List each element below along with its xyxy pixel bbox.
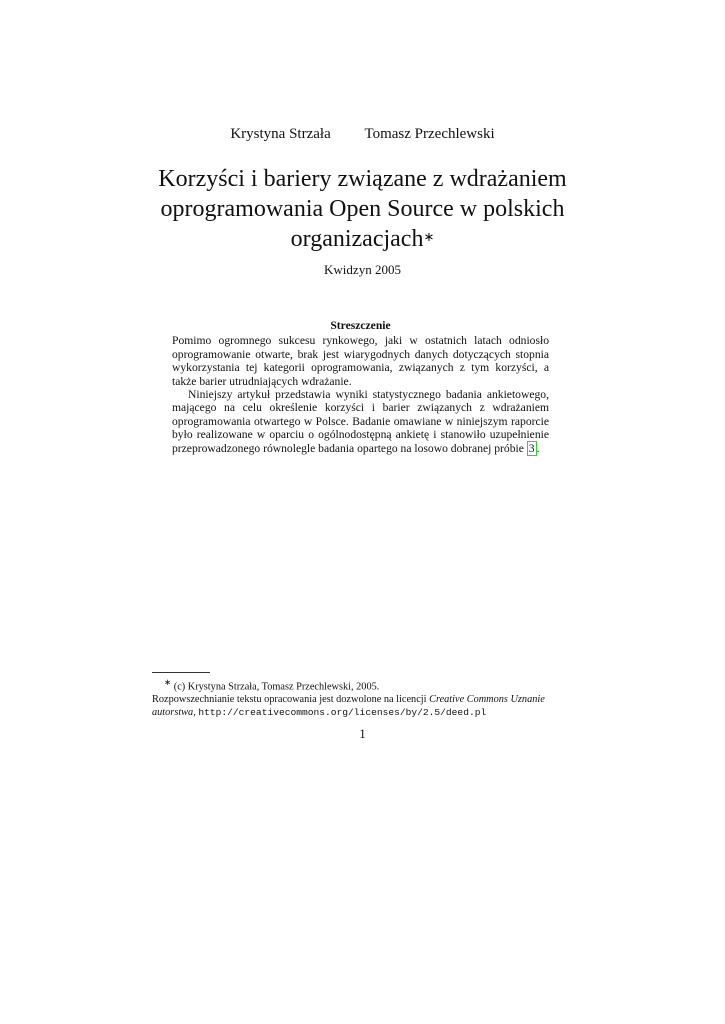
- footnote-mark: ∗: [164, 677, 172, 687]
- abstract-paragraph-2: [172, 388, 549, 455]
- paper-title: [110, 164, 615, 254]
- abstract-paragraph-2-end: .: [536, 441, 540, 455]
- author-1: Krystyna Strzała: [230, 126, 331, 142]
- title-line-3: organizacjach: [290, 226, 424, 252]
- footnote-line-2: [152, 693, 572, 706]
- footnote-copyright: (c) Krystyna Strzała, Tomasz Przechlewski, 2005.: [173, 681, 380, 693]
- footnote-line-3: autorstwa, http://creativecommons.org/licenses/by/2.5/deed.pl: [152, 707, 487, 719]
- footnote-license-text: Rozpowszechnianie tekstu opracowania jest dozwolone na licencji: [152, 694, 427, 706]
- place-date: Kwidzyn 2005: [324, 262, 401, 277]
- page-number: 1: [359, 726, 366, 741]
- footnote-line-1: [152, 676, 572, 693]
- author-2: Tomasz Przechlewski: [364, 126, 495, 142]
- title-line-1: Korzyści i bariery związane z wdrażaniem: [158, 166, 567, 192]
- license-url-link[interactable]: http://creativecommons.org/licenses/by/2.5/deed.pl: [198, 707, 487, 719]
- footnote-license-name-2: autorstwa: [152, 707, 194, 719]
- authors: [0, 126, 725, 143]
- footnote-license-name-1: Creative Commons Uznanie: [429, 694, 545, 706]
- footnote: [152, 676, 572, 719]
- abstract: [172, 319, 549, 455]
- title-line-2: oprogramowania Open Source w polskich: [160, 196, 565, 222]
- title-footnote-mark[interactable]: ∗: [423, 229, 435, 244]
- citation-link[interactable]: 3: [528, 441, 535, 455]
- abstract-paragraph-1: Pomimo ogromnego sukcesu rynkowego, jaki w ostatnich latach odniosło oprogramowanie otwarte, brak jest wiarygodnych danych dotyczących stopnia wykorzystania tej kategorii oprogramowania, związanych z tym korzyści, a także barier utrudniających wdrażanie.: [172, 334, 549, 388]
- abstract-heading: Streszczenie: [330, 319, 391, 332]
- abstract-paragraph-2-text: Niniejszy artykuł przedstawia wyniki statystycznego badania ankietowego, mającego na celu określenie korzyści i barier związanych z wdrażaniem oprogramowania otwartego w Polsce. Badanie omawiane w niniejszym raporcie było realizowane w oparciu o ogólnodostępną ankietę i stanowiło uzupełnienie przeprowadzonego równolegle badania opartego na losowo dobranej próbie: [172, 388, 549, 455]
- footnote-rule: [152, 672, 210, 673]
